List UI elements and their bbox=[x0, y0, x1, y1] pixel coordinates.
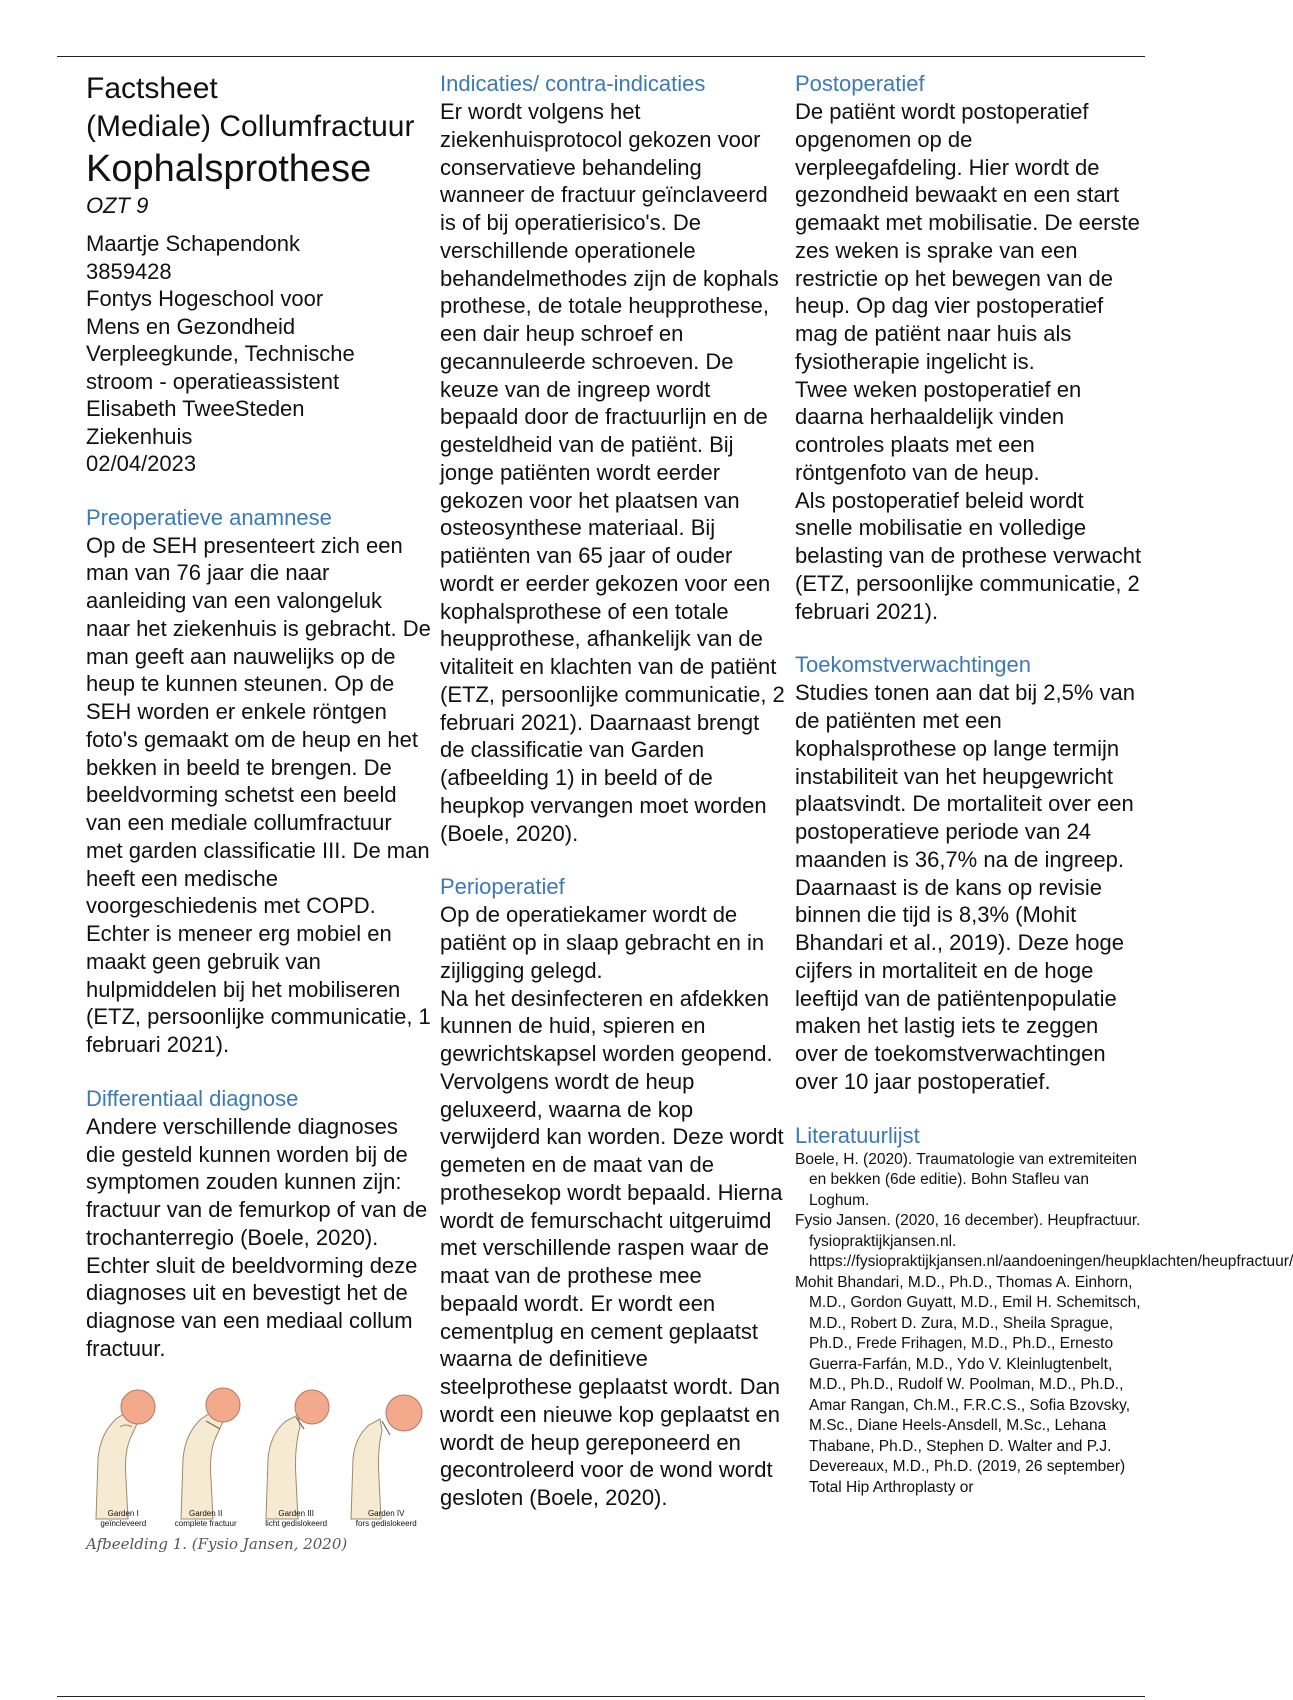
text-perioperatief-1: Op de operatiekamer wordt de patiënt op in slaap gebracht en in zijligging gelegd. bbox=[440, 902, 765, 983]
femur-garden-2 bbox=[181, 1388, 240, 1519]
figure-caption: Afbeelding 1. (Fysio Jansen, 2020) bbox=[86, 1534, 348, 1553]
heading-perioperatief: Perioperatief bbox=[440, 874, 565, 900]
heading-differentiaal: Differentiaal diagnose bbox=[86, 1085, 299, 1111]
hospital-line-2: Ziekenhuis bbox=[86, 423, 193, 449]
heading-postoperatief: Postoperatief bbox=[795, 71, 925, 96]
top-rule bbox=[57, 56, 1145, 57]
text-indicaties: Er wordt volgens het ziekenhuisprotocol gekozen voor conservatieve behandeling wanneer de fractuur geïnclaveerd is of bij operatierisico's. De verschillende operationele behandelmethodes zijn de kophals prothese, de totale heupprothese, een dair heup schroef en gecannuleerde schroeven. De keuze van de ingreep wordt bepaald door de fractuurlijn en de gesteldheid van de patiënt. Bij jonge patiënten wordt eerder gekozen voor het plaatsen van osteosynthese materiaal. Bij patiënten van 65 jaar of ouder wordt er eerder gekozen voor een kophalsprothese of een totale heupprothese, afhankelijk van de vitaliteit en klachten van de patiënt (ETZ, persoonlijke communicatie, 2 februari 2021). Daarnaast brengt de classificatie van Garden (afbeelding 1) in beeld of de heupkop vervangen moet worden (Boele, 2020). bbox=[440, 99, 785, 846]
femur-illustration bbox=[86, 1379, 431, 1529]
heading-literatuur: Literatuurlijst bbox=[795, 1122, 920, 1148]
reference-item: Fysio Jansen. (2020, 16 december). Heupfractuur. fysiopraktijkjansen.nl. https://fysiopraktijkjansen.nl/aandoeningen/heupklachten/heupfractuur/ bbox=[795, 1212, 1293, 1270]
student-number: 3859428 bbox=[86, 258, 172, 284]
reference-item: Boele, H. (2020). Traumatologie van extremiteiten en bekken (6de editie). Bohn Stafleu van Loghum. bbox=[795, 1150, 1138, 1209]
title-kophalsprothese: Kophalsprothese bbox=[86, 148, 372, 190]
column-left bbox=[86, 70, 431, 1553]
program-line-1: Verpleegkunde, Technische bbox=[86, 341, 355, 366]
reference-list bbox=[795, 1150, 1293, 1499]
garden-classification-figure bbox=[86, 1379, 431, 1553]
subtitle-ozt: OZT 9 bbox=[86, 193, 149, 218]
heading-indicaties: Indicaties/ contra-indicaties bbox=[440, 71, 706, 96]
text-postoperatief-3: Als postoperatief beleid wordt snelle mobilisatie en volledige belasting van de prothese verwacht (ETZ, persoonlijke communicatie, 2 februari 2021). bbox=[795, 487, 1142, 624]
date: 02/04/2023 bbox=[86, 451, 197, 476]
column-middle bbox=[440, 70, 785, 1512]
text-postoperatief-2: Twee weken postoperatief en daarna herhaaldelijk vinden controles plaats met een röntgenfoto van de heup. bbox=[795, 376, 1082, 485]
title-factsheet: Factsheet bbox=[86, 72, 218, 105]
program-line-2: stroom - operatieassistent bbox=[86, 368, 340, 394]
text-differentiaal: Andere verschillende diagnoses die gesteld kunnen worden bij de symptomen zouden kunnen zijn: fractuur van de femurkop of van de trochanterregio (Boele, 2020). Echter sluit de beeldvorming deze diagnoses uit en bevestigt het de diagnose van een mediaal collum fractuur. bbox=[86, 1113, 428, 1361]
label-garden-1: Garden I geïncleveerd bbox=[100, 1508, 147, 1528]
title-collumfractuur: (Mediale) Collumfractuur bbox=[86, 110, 415, 143]
school-line-2: Mens en Gezondheid bbox=[86, 313, 296, 339]
label-garden-2: Garden II complete fractuur bbox=[174, 1508, 237, 1528]
text-postoperatief-1: De patiënt wordt postoperatief opgenomen op de verpleegafdeling. Hier wordt de gezondheid bewaakt en een start gemaakt met mobilisatie. De eerste zes weken is sprake van een restrictie op het bewegen van de heup. Op dag vier postoperatief mag de patiënt naar huis als fysiotherapie ingelicht is. bbox=[795, 99, 1140, 374]
text-perioperatief-2: Na het desinfecteren en afdekken kunnen de huid, spieren en gewrichtskapsel worden geopend. Vervolgens wordt de heup geluxeerd, waarna de kop verwijderd kan worden. Deze wordt gemeten en de maat van de prothesekop wordt bepaald. Hierna wordt de femurschacht uitgeruimd met verschillende raspen waar de maat van de prothese mee bepaald wordt. Er wordt een cementplug en cement geplaatst waarna de definitieve steelprothese geplaatst wordt. Dan wordt een nieuwe kop geplaatst en wordt de heup gereponeerd en gecontroleerd voor de wond wordt gesloten (Boele, 2020). bbox=[440, 985, 784, 1510]
heading-preoperatief: Preoperatieve anamnese bbox=[86, 504, 332, 530]
heading-toekomst: Toekomstverwachtingen bbox=[795, 652, 1032, 678]
text-toekomst: Studies tonen aan dat bij 2,5% van de patiënten met een kophalsprothese op lange termijn instabiliteit van het heupgewricht plaatsvindt. De mortaliteit over een postoperatieve periode van 24 maanden is 36,7% na de ingreep. Daarnaast is de kans op revisie binnen die tijd is 8,3% (Mohit Bhandari et al., 2019). Deze hoge cijfers in mortaliteit en de hoge leeftijd van de patiëntenpopulatie maken het lastig iets te zeggen over de toekomstverwachtingen over 10 jaar postoperatief. bbox=[795, 680, 1136, 1094]
figure-labels bbox=[86, 1509, 431, 1529]
author-block bbox=[86, 230, 431, 478]
femur-garden-4 bbox=[351, 1395, 422, 1519]
text-preoperatief: Op de SEH presenteert zich een man van 76 jaar die naar aanleiding van een valongeluk naar het ziekenhuis is gebracht. De man geeft aan nauwelijks op de heup te kunnen steunen. Op de SEH worden er enkele röntgen foto's gemaakt om de heup en het bekken in beeld te brengen. De beeldvorming schetst een beeld van een mediale collumfractuur met garden classificatie III. De man heeft een medische voorgeschiedenis met COPD. Echter is meneer erg mobiel en maakt geen gebruik van hulpmiddelen bij het mobiliseren (ETZ, persoonlijke communicatie, 1 februari 2021). bbox=[86, 532, 431, 1057]
label-garden-3: Garden III licht gedislokeerd bbox=[265, 1508, 328, 1528]
femur-garden-3 bbox=[266, 1390, 329, 1519]
column-right bbox=[795, 70, 1293, 1498]
hospital-line-1: Elisabeth TweeSteden bbox=[86, 396, 305, 421]
reference-item: Mohit Bhandari, M.D., Ph.D., Thomas A. Einhorn, M.D., Gordon Guyatt, M.D., Emil H. Schemitsch, M.D., Robert D. Zura, M.D., Sheila Sprague, Ph.D., Frede Frihagen, M.D., Ph.D., Ernesto Guerra-Farfán, M.D., Ydo V. Kleinlugtenbelt, M.D., Ph.D., Rudolf W. Poolman, M.D., Ph.D., Amar Rangan, Ch.M., F.R.C.S., Sofia Bzovsky, M.Sc., Diane Heels-Ansdell, M.Sc., Lehana Thabane, Ph.D., Stephen D. Walter and P.J. Devereaux, M.D., Ph.D. (2019, 26 september) Total Hip Arthroplasty or bbox=[795, 1273, 1141, 1496]
author-name: Maartje Schapendonk bbox=[86, 231, 301, 256]
label-garden-4: Garden IV fors gedislokeerd bbox=[355, 1508, 417, 1528]
femur-garden-1 bbox=[96, 1390, 155, 1519]
school-line-1: Fontys Hogeschool voor bbox=[86, 286, 324, 311]
bottom-rule bbox=[57, 1696, 1145, 1697]
